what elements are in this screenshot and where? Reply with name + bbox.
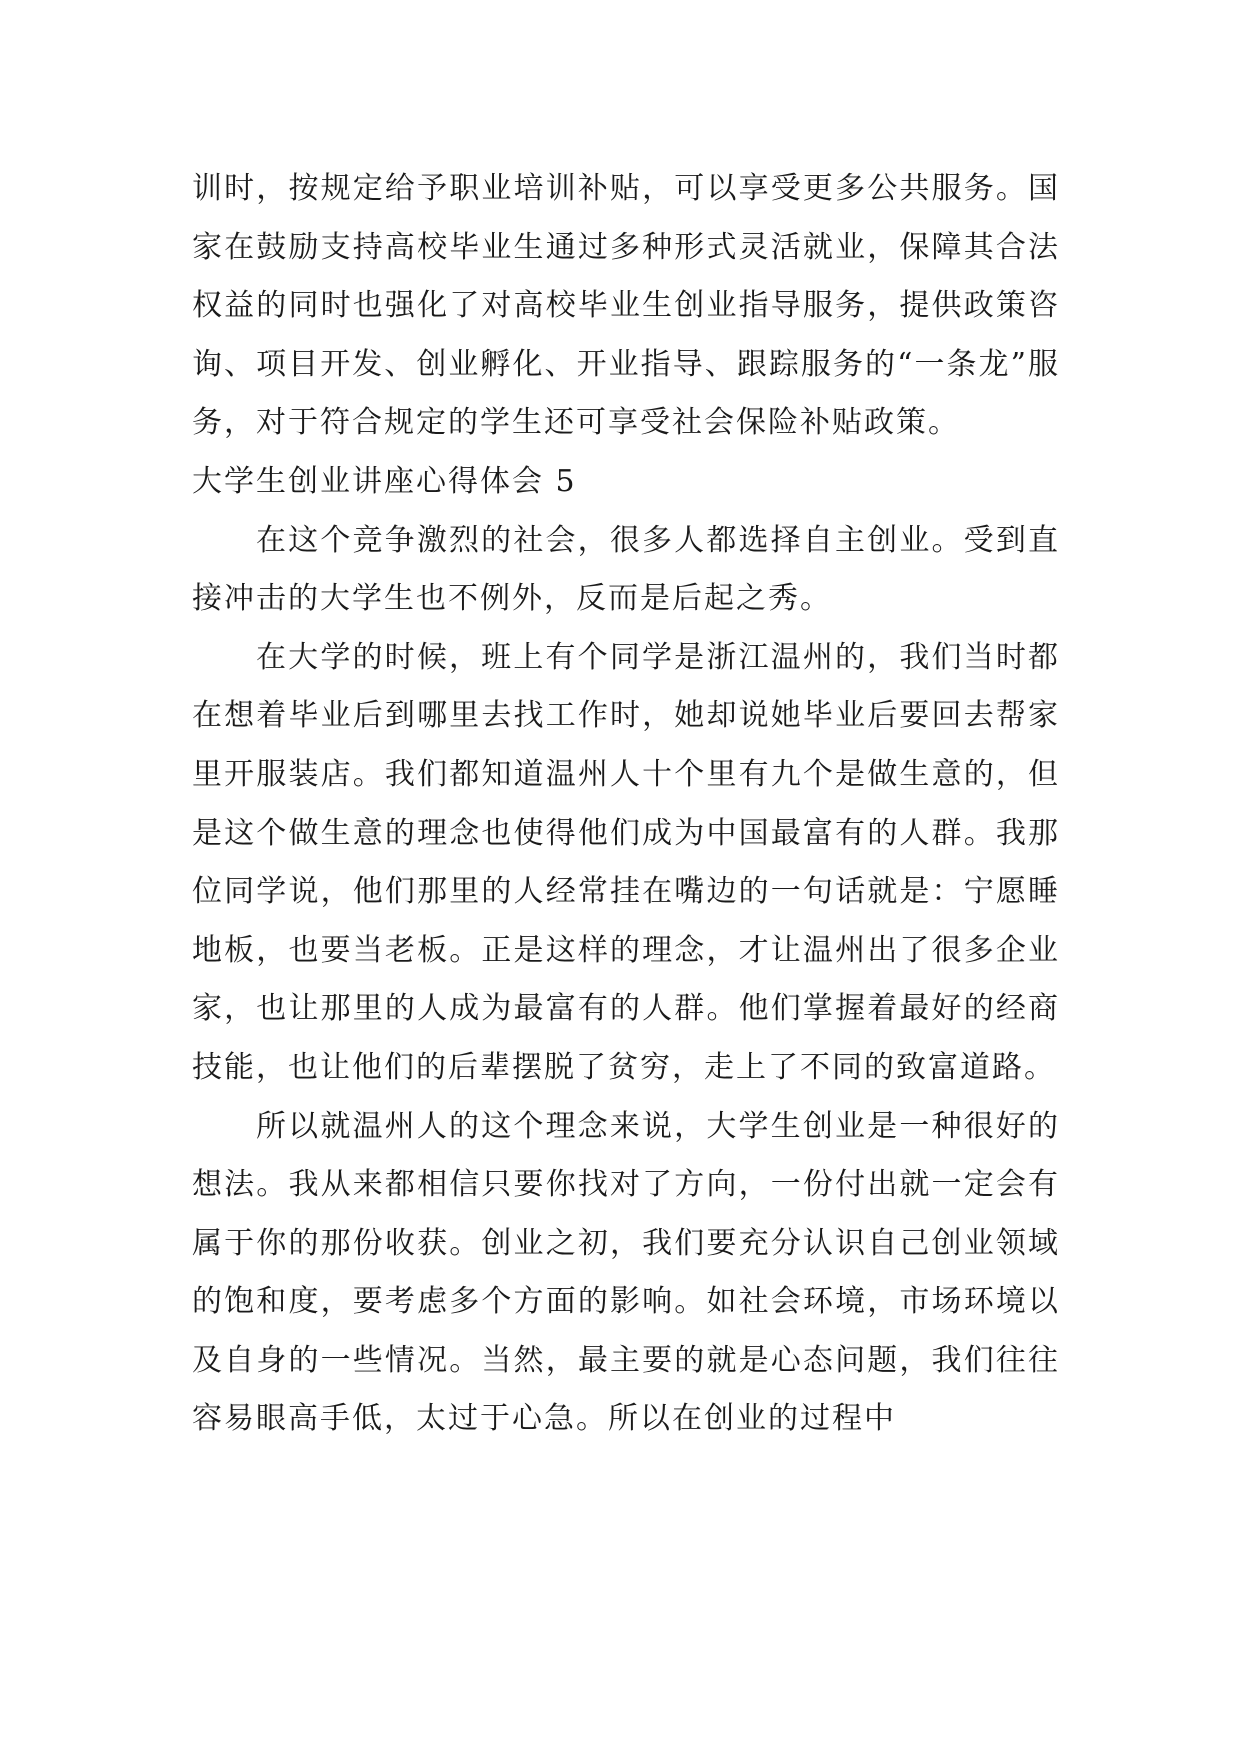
continuation-paragraph: 训时，按规定给予职业培训补贴，可以享受更多公共服务。国家在鼓励支持高校毕业生通过多种形式灵活就业，保障其合法权益的同时也强化了对高校毕业生创业指导服务，提供政策咨询、项目开发、创业孵化、开业指导、跟踪服务的“一条龙”服务，对于符合规定的学生还可享受社会保险补贴政策。 bbox=[192, 171, 1060, 441]
paragraph-1: 在这个竞争激烈的社会，很多人都选择自主创业。受到直接冲击的大学生也不例外，反而是后起之秀。 bbox=[192, 522, 1060, 617]
paragraph-3: 所以就温州人的这个理念来说，大学生创业是一种很好的想法。我从来都相信只要你找对了方向，一份付出就一定会有属于你的那份收获。创业之初，我们要充分认识自己创业领域的饱和度，要考虑多个方面的影响。如社会环境，市场环境以及自身的一些情况。当然，最主要的就是心态问题，我们往往容易眼高手低，太过于心急。所以在创业的过程中 bbox=[192, 1108, 1060, 1437]
paragraph-2: 在大学的时候，班上有个同学是浙江温州的，我们当时都在想着毕业后到哪里去找工作时，她却说她毕业后要回去帮家里开服装店。我们都知道温州人十个里有九个是做生意的，但是这个做生意的理念也使得他们成为中国最富有的人群。我那位同学说，他们那里的人经常挂在嘴边的一句话就是：宁愿睡地板，也要当老板。正是这样的理念，才让温州出了很多企业家，也让那里的人成为最富有的人群。他们掌握着最好的经商技能，也让他们的后辈摆脱了贫穷，走上了不同的致富道路。 bbox=[192, 639, 1060, 1085]
section-heading: 大学生创业讲座心得体会 5 bbox=[192, 463, 577, 499]
document-body bbox=[192, 160, 1060, 1449]
